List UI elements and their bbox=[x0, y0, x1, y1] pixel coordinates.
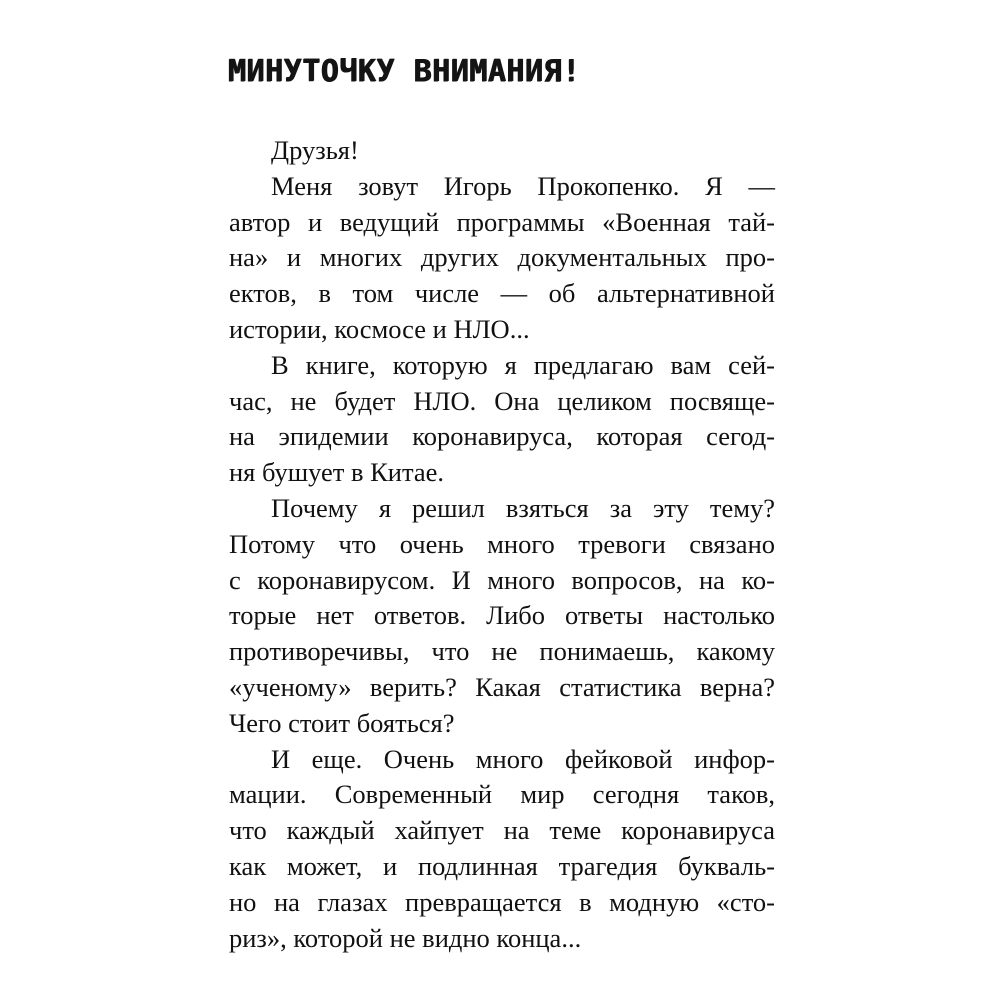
text-line: с коронавирусом. И много вопросов, на ко- bbox=[229, 564, 775, 595]
text-line: автор и ведущий программы «Военная тай- bbox=[229, 206, 775, 237]
text-line: как может, и подлинная трагедия букваль- bbox=[229, 850, 775, 881]
paragraph bbox=[229, 133, 775, 169]
text-line: риз», которой не видно конца... bbox=[229, 922, 582, 953]
text-line: мации. Современный мир сегодня таков, bbox=[229, 779, 775, 810]
paragraph bbox=[229, 742, 775, 957]
text-line: истории, космосе и НЛО... bbox=[229, 313, 530, 344]
text-line: на эпидемии коронавируса, которая сегод- bbox=[229, 421, 775, 452]
text-line: но на глазах превращается в модную «сто- bbox=[229, 886, 775, 917]
text-line: ектов, в том числе — об альтернативной bbox=[229, 278, 775, 309]
text-line: Потому что очень много тревоги связано bbox=[229, 528, 775, 559]
text-line: час, не будет НЛО. Она целиком посвяще- bbox=[229, 385, 775, 416]
text-line: Почему я решил взяться за эту тему? bbox=[271, 492, 775, 523]
paragraph bbox=[229, 491, 775, 742]
text-line: «ученому» верить? Какая статистика верна? bbox=[229, 671, 775, 702]
text-line: Чего стоит бояться? bbox=[229, 707, 455, 738]
paragraph bbox=[229, 169, 775, 348]
text-line: противоречивы, что не понимаешь, какому bbox=[229, 636, 775, 667]
text-line: Друзья! bbox=[271, 135, 359, 165]
page-heading: МИНУТОЧКУ ВНИМАНИЯ! bbox=[228, 54, 581, 89]
text-line: И еще. Очень много фейковой инфор- bbox=[271, 743, 775, 774]
paragraph bbox=[229, 348, 775, 491]
text-line: на» и многих других документальных про- bbox=[229, 242, 775, 273]
text-line: Меня зовут Игорь Прокопенко. Я — bbox=[271, 170, 775, 201]
text-line: ня бушует в Китае. bbox=[229, 457, 445, 488]
body-text bbox=[229, 133, 775, 956]
text-line: что каждый хайпует на теме коронавируса bbox=[229, 815, 775, 846]
text-line: В книге, которую я предлагаю вам сей- bbox=[271, 349, 775, 380]
text-line: торые нет ответов. Либо ответы настолько bbox=[229, 600, 775, 631]
